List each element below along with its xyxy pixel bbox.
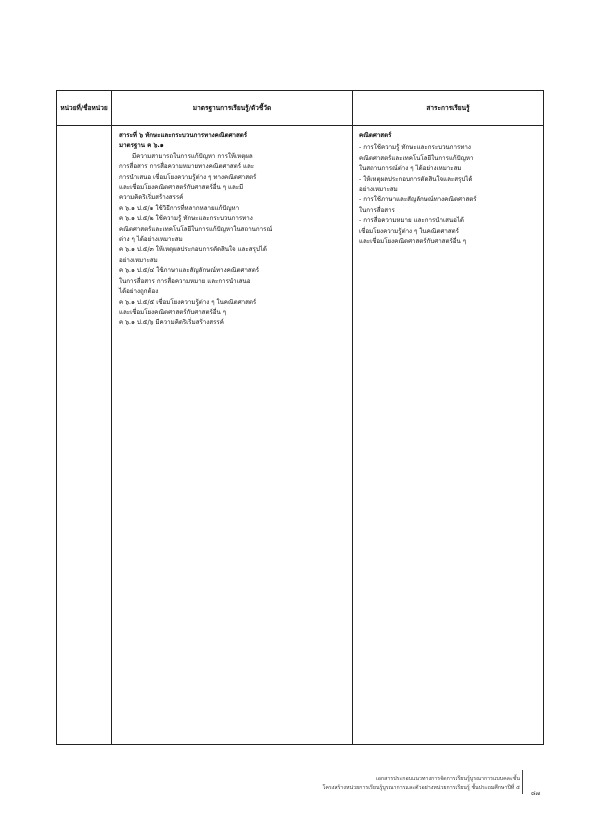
curriculum-table [56, 90, 544, 745]
content-line: - การใช้ภาษาและสัญลักษณ์ทางคณิตศาสตร์ [359, 196, 477, 204]
page-number: ๘๗ [531, 790, 541, 797]
standards-line: สาระที่ ๖ ทักษะและกระบวนการทางคณิตศาสตร์ [119, 132, 248, 139]
content-line: และเชื่อมโยงคณิตศาสตร์กับศาสตร์อื่น ๆ [359, 238, 467, 246]
standards-line: มีความสามารถในการแก้ปัญหา การให้เหตุผล [132, 152, 253, 160]
standards-line: ค ๖.๑ ป.๕/๓ ให้เหตุผลประกอบการตัดสินใจ และสรุปได้ [119, 246, 267, 254]
header-unit-label: หน่วยที่/ชื่อหน่วย [60, 103, 108, 112]
standards-line: ได้อย่างถูกต้อง [119, 288, 159, 296]
header-content-label: สาระการเรียนรู้ [426, 103, 470, 112]
footer-separator [522, 770, 523, 794]
standards-line: ความคิดริเริ่มสร้างสรรค์ [119, 194, 184, 202]
column-divider [352, 91, 353, 744]
header-content [353, 91, 543, 125]
footer-line-2: โครงสร้างหน่วยการเรียนรู้บูรณาการและตัวอย่างหน่วยการเรียนรู้ ชั้นประถมศึกษาปีที่ ๕ [322, 785, 520, 791]
page-footer [323, 775, 520, 793]
content-line: อย่างเหมาะสม [359, 186, 398, 194]
standards-line: คณิตศาสตร์และเทคโนโลยีในการแก้ปัญหาในสถานการณ์ [119, 225, 273, 233]
standards-line: ค ๖.๑ ป.๕/๕ เชื่อมโยงความรู้ต่าง ๆ ในคณิตศาสตร์ [119, 298, 257, 306]
standards-line: ค ๖.๑ ป.๕/๒ ใช้ความรู้ ทักษะและกระบวนการทาง [119, 215, 253, 223]
content-line: ในการสื่อสาร [359, 206, 395, 214]
standards-cell [119, 131, 349, 329]
standards-line: ในการสื่อสาร การสื่อความหมาย และการนำเสนอ [119, 277, 251, 285]
content-line: - ให้เหตุผลประกอบการตัดสินใจและสรุปได้ [359, 175, 473, 183]
standards-line: และเชื่อมโยงคณิตศาสตร์กับศาสตร์อื่น ๆ [119, 308, 227, 316]
standards-line: การสื่อสาร การสื่อความหมายทางคณิตศาสตร์ และ [119, 163, 255, 171]
header-unit [57, 91, 111, 125]
footer-line-1: เอกสารประกอบแนวทางการจัดการเรียนรู้บูรณาการแบบคละชั้น [375, 776, 520, 782]
content-line: ในสถานการณ์ต่าง ๆ ได้อย่างเหมาะสม [359, 165, 462, 173]
column-divider [111, 91, 112, 744]
header-standards-label: มาตรฐานการเรียนรู้/ตัวชี้วัด [192, 103, 272, 112]
content-line: - การใช้ความรู้ ทักษะและกระบวนการทาง [359, 144, 471, 152]
standards-line: การนำเสนอ เชื่อมโยงความรู้ต่าง ๆ ทางคณิตศาสตร์ [119, 173, 257, 181]
standards-line: ค ๖.๑ ป.๕/๔ ใช้ภาษาและสัญลักษณ์ทางคณิตศาสตร์ [119, 267, 260, 275]
standards-line: และเชื่อมโยงคณิตศาสตร์กับศาสตร์อื่น ๆ และมี [119, 184, 244, 192]
header-divider [57, 125, 543, 126]
header-standards [112, 91, 352, 125]
standards-line: อย่างเหมาะสม [119, 256, 158, 264]
standards-line: ค ๖.๑ ป.๕/๖ มีความคิดริเริ่มสร้างสรรค์ [119, 319, 224, 327]
standards-line: ค ๖.๑ ป.๕/๑ ใช้วิธีการที่หลากหลายแก้ปัญหา [119, 204, 240, 212]
content-line: คณิตศาสตร์ [359, 132, 392, 139]
content-line: คณิตศาสตร์และเทคโนโลยีในการแก้ปัญหา [359, 154, 474, 162]
content-line: เชื่อมโยงความรู้ต่าง ๆ ในคณิตศาสตร์ [359, 227, 460, 235]
content-line: - การสื่อความหมาย และการนำเสนอได้ [359, 217, 464, 225]
standards-line: ต่าง ๆ ได้อย่างเหมาะสม [119, 236, 183, 244]
content-cell [359, 131, 541, 247]
standards-line: มาตรฐาน ค ๖.๑ [119, 142, 164, 150]
